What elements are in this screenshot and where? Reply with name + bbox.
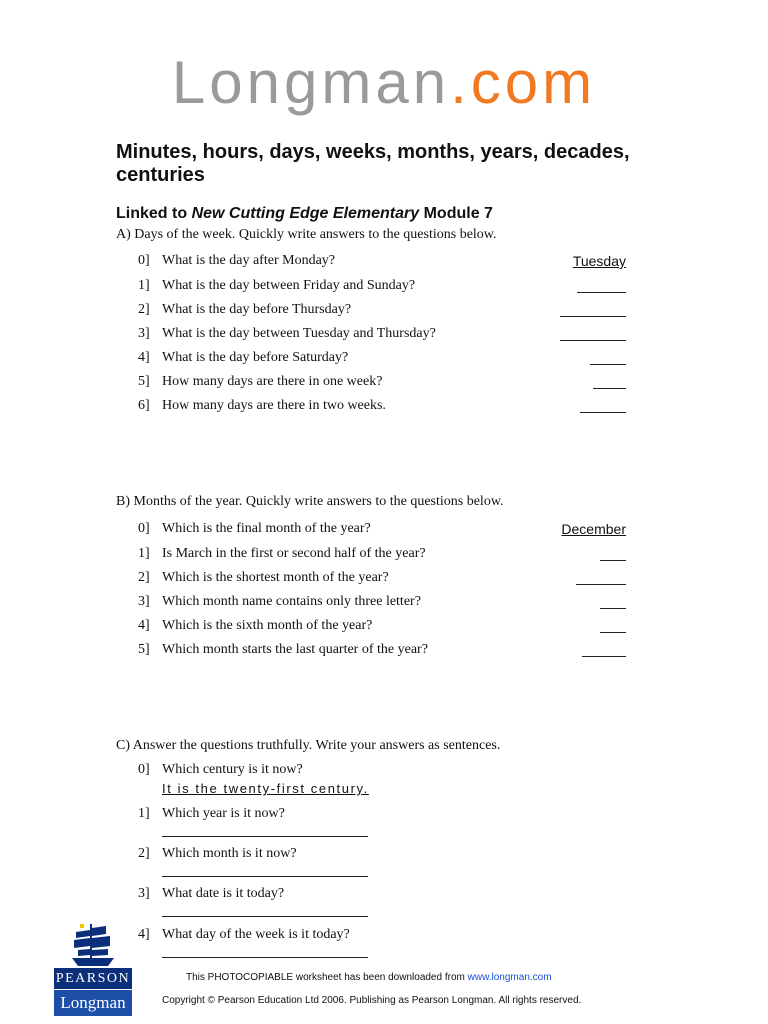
section-b-instruction: B) Months of the year. Quickly write answers to the questions below. (116, 494, 504, 509)
ship-icon (54, 920, 132, 968)
logo-word: Longman (171, 49, 451, 116)
question-number: 2] (138, 302, 150, 317)
question-text: Is March in the first or second half of the year? (162, 546, 426, 561)
pearson-longman-logo (54, 920, 132, 1020)
question-number: 4] (138, 350, 150, 365)
question-text: How many days are there in two weeks. (162, 398, 386, 413)
question-text: How many days are there in one week? (162, 374, 383, 389)
example-answer: December (561, 521, 626, 537)
linked-prefix: Linked to (116, 205, 192, 222)
section-c-instruction: C) Answer the questions truthfully. Write your answers as sentences. (116, 738, 501, 753)
question-number: 3] (138, 886, 150, 901)
answer-blank[interactable] (600, 560, 626, 561)
question-text: Which month starts the last quarter of the year? (162, 642, 428, 657)
example-answer: Tuesday (572, 253, 626, 269)
answer-line[interactable] (162, 916, 368, 917)
answer-blank[interactable] (580, 412, 626, 413)
download-notice-text: This PHOTOCOPIABLE worksheet has been downloaded from (186, 972, 468, 983)
copyright-notice: Copyright © Pearson Education Ltd 2006. Publishing as Pearson Longman. All rights reserved. (162, 995, 582, 1006)
linked-module (116, 204, 493, 224)
question-number: 4] (138, 927, 150, 942)
question-text: What is the day before Saturday? (162, 350, 349, 365)
answer-line[interactable] (162, 876, 368, 877)
question-number: 1] (138, 278, 150, 293)
question-text: Which month name contains only three letter? (162, 594, 421, 609)
question-number: 5] (138, 642, 150, 657)
question-number: 3] (138, 594, 150, 609)
answer-blank[interactable] (560, 316, 626, 317)
question-number: 3] (138, 326, 150, 341)
answer-blank[interactable] (576, 584, 626, 585)
question-text: What is the day between Tuesday and Thursday? (162, 326, 436, 341)
example-answer-sentence: It is the twenty-first century. (162, 781, 369, 796)
answer-blank[interactable] (582, 656, 626, 657)
question-text: Which year is it now? (162, 806, 285, 821)
question-text: Which is the final month of the year? (162, 521, 371, 536)
section-a-instruction: A) Days of the week. Quickly write answers to the questions below. (116, 227, 497, 242)
linked-suffix: Module 7 (419, 205, 493, 222)
longman-link[interactable]: www.longman.com (467, 972, 552, 983)
question-text: What date is it today? (162, 886, 285, 901)
answer-blank[interactable] (577, 292, 626, 293)
question-text: What is the day before Thursday? (162, 302, 352, 317)
question-number: 2] (138, 570, 150, 585)
question-text: What is the day between Friday and Sunday? (162, 278, 416, 293)
answer-blank[interactable] (593, 388, 626, 389)
question-number: 0] (138, 521, 150, 536)
longman-logo (0, 48, 768, 118)
question-text: Which is the shortest month of the year? (162, 570, 389, 585)
question-number: 2] (138, 846, 150, 861)
question-text: What day of the week is it today? (162, 927, 350, 942)
page-title: Minutes, hours, days, weeks, months, years, decades, centuries (116, 141, 630, 186)
question-number: 5] (138, 374, 150, 389)
answer-line[interactable] (162, 836, 368, 837)
question-number: 1] (138, 806, 150, 821)
longman-wordmark: Longman (54, 990, 132, 1016)
answer-blank[interactable] (600, 632, 626, 633)
question-number: 0] (138, 762, 150, 777)
linked-book: New Cutting Edge Elementary (191, 205, 420, 222)
answer-line[interactable] (162, 957, 368, 958)
question-number: 6] (138, 398, 150, 413)
question-text: What is the day after Monday? (162, 253, 335, 268)
question-number: 4] (138, 618, 150, 633)
logo-tld: .com (450, 49, 597, 116)
question-text: Which month is it now? (162, 846, 297, 861)
pearson-wordmark: PEARSON (54, 968, 132, 989)
download-notice (186, 972, 552, 984)
question-number: 1] (138, 546, 150, 561)
answer-blank[interactable] (590, 364, 626, 365)
answer-blank[interactable] (600, 608, 626, 609)
question-text: Which is the sixth month of the year? (162, 618, 373, 633)
answer-blank[interactable] (560, 340, 626, 341)
question-text: Which century is it now? (162, 762, 303, 777)
question-number: 0] (138, 253, 150, 268)
